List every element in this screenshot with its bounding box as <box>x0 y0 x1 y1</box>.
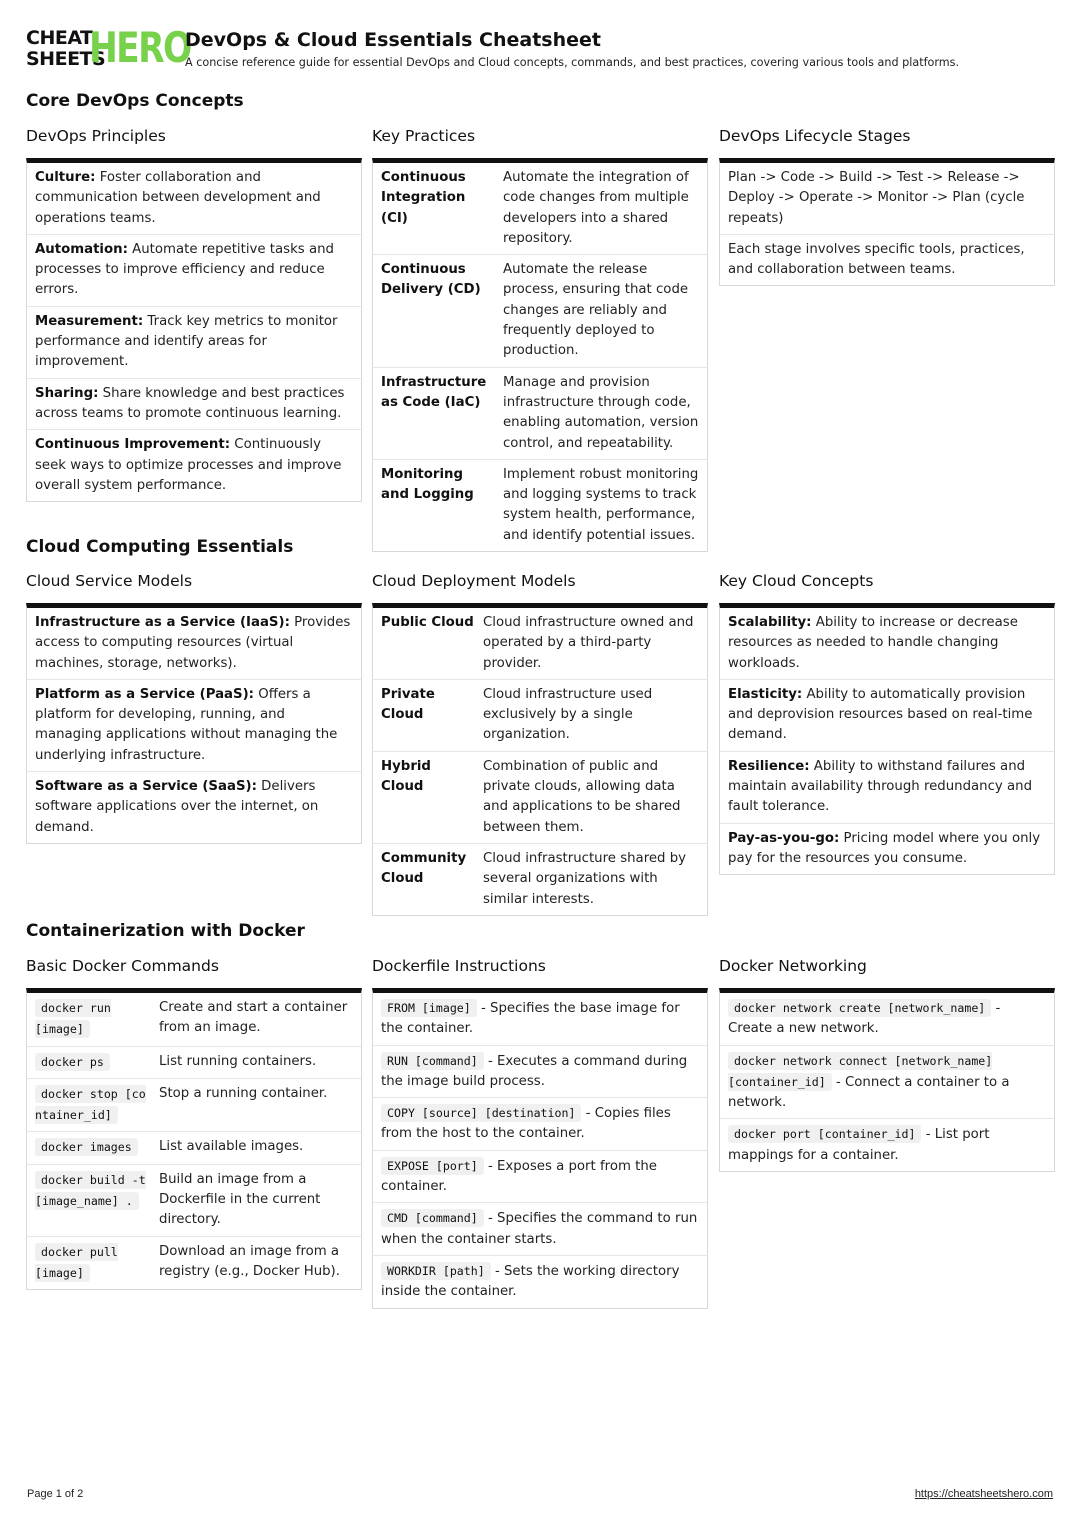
row-value: Implement robust monitoring and logging systems to track system health, performance, and identify potential issues. <box>503 466 699 543</box>
row-value: Manage and provision infrastructure through code, enabling automation, version control, and repeatability. <box>503 374 699 451</box>
column-title: Dockerfile Instructions <box>372 957 546 975</box>
card <box>719 603 1055 875</box>
row-key: Hybrid Cloud <box>381 758 431 795</box>
column-devops-principles <box>26 126 362 502</box>
section-title-docker: Containerization with Docker <box>26 921 305 941</box>
item-text: Pricing model where you only pay for the resources you consume. <box>728 830 1041 866</box>
instruction-code: COPY [source] [destination] <box>381 1104 581 1122</box>
item-text: - Executes a command during the image build process. <box>381 1053 688 1089</box>
row-value: List available images. <box>159 1139 304 1155</box>
item-term: Culture: <box>35 170 96 185</box>
item-text: Provides access to computing resources (virtual machines, storage, networks). <box>35 615 351 671</box>
footer-link[interactable]: https://cheatsheetshero.com <box>914 1488 1053 1500</box>
page-header <box>26 23 1056 74</box>
item-text: - Exposes a port from the container. <box>381 1158 657 1195</box>
card <box>372 988 708 1309</box>
item-text: Continuously seek ways to optimize processes and improve overall system performance. <box>35 437 342 493</box>
row-value: Create and start a container from an image. <box>159 1000 348 1036</box>
table-row <box>373 844 707 915</box>
page-title: DevOps & Cloud Essentials Cheatsheet <box>185 29 601 51</box>
row-value: Download an image from a registry (e.g., Docker Hub). <box>159 1243 340 1279</box>
command-code: docker stop [container_id] <box>35 1086 146 1123</box>
row-command <box>35 1170 159 1231</box>
table-row <box>373 680 707 752</box>
table-row <box>373 608 707 680</box>
list-item <box>720 680 1054 752</box>
list-item <box>27 379 361 431</box>
row-value: Cloud infrastructure owned and operated by a third-party provider. <box>483 615 694 671</box>
section-title-core-devops: Core DevOps Concepts <box>26 91 244 111</box>
table-row <box>373 752 707 844</box>
column-docker-networking <box>719 956 1055 1172</box>
row-value: Automate the integration of code changes from multiple developers into a shared repository. <box>503 170 689 246</box>
table-row <box>27 1237 361 1290</box>
column-dockerfile-instructions <box>372 956 708 1309</box>
item-text: - Sets the working directory inside the container. <box>381 1263 680 1300</box>
row-value: Build an image from a Dockerfile in the current directory. <box>159 1171 321 1228</box>
table-row <box>27 1132 361 1164</box>
list-item <box>373 1046 707 1099</box>
item-text: - Specifies the base image for the container. <box>381 1001 680 1037</box>
instruction-code: WORKDIR [path] <box>381 1262 491 1280</box>
list-item: Plan -> Code -> Build -> Test -> Release -> Deploy -> Operate -> Monitor -> Plan (cycle repeats) <box>720 163 1054 235</box>
row-value: Automate the release process, ensuring that code changes are reliably and frequently deployed to production. <box>503 262 689 359</box>
card <box>372 603 708 916</box>
item-term: Scalability: <box>728 615 812 630</box>
table-row <box>27 1047 361 1079</box>
logo-word-cheat: CHEAT <box>26 27 93 49</box>
list-item <box>720 608 1054 680</box>
command-code: docker port [container_id] <box>728 1125 921 1143</box>
row-key: Continuous Delivery (CD) <box>381 262 481 298</box>
row-key: Monitoring and Logging <box>381 466 474 503</box>
item-text: Foster collaboration and communication between development and operations teams. <box>35 170 321 226</box>
column-title: Cloud Service Models <box>26 572 193 590</box>
command-code: docker ps <box>35 1053 110 1071</box>
list-item <box>373 1256 707 1308</box>
column-title: Cloud Deployment Models <box>372 572 576 590</box>
column-title: DevOps Principles <box>26 127 166 145</box>
item-term: Elasticity: <box>728 686 803 702</box>
list-item <box>373 1151 707 1204</box>
command-code: docker build -t [image_name] . <box>35 1172 146 1209</box>
list-item <box>27 608 361 680</box>
list-item <box>720 752 1054 824</box>
item-term: Continuous Improvement: <box>35 437 231 453</box>
command-code: docker network create [network_name] <box>728 999 991 1017</box>
column-title: Basic Docker Commands <box>26 957 219 975</box>
instruction-code: FROM [image] <box>381 999 477 1017</box>
logo-word-hero: HERO <box>89 23 191 72</box>
command-code: docker pull [image] <box>35 1244 118 1280</box>
row-value: Cloud infrastructure used exclusively by a single organization. <box>483 686 653 743</box>
item-term: Platform as a Service (PaaS): <box>35 686 255 702</box>
command-code: docker network connect [network_name] [container_id] <box>728 1053 993 1089</box>
row-command <box>35 1052 159 1073</box>
section-title-cloud-computing: Cloud Computing Essentials <box>26 537 294 557</box>
list-item <box>720 1046 1054 1120</box>
page-subtitle: A concise reference guide for essential DevOps and Cloud concepts, commands, and best practices, covering various tools and platforms. <box>185 56 960 69</box>
item-term: Software as a Service (SaaS): <box>35 779 257 795</box>
table-row <box>373 163 707 255</box>
item-text: - Create a new network. <box>728 1001 1001 1037</box>
item-text: Offers a platform for developing, running, and managing applications without managing the underlying infrastructure. <box>35 686 338 763</box>
column-title: Docker Networking <box>719 957 867 975</box>
item-text: Delivers software applications over the internet, on demand. <box>35 779 319 835</box>
item-text: Ability to increase or decrease resources as needed to handle changing workloads. <box>728 615 1018 671</box>
card <box>719 988 1055 1172</box>
list-item <box>27 680 361 772</box>
item-term: Sharing: <box>35 385 99 401</box>
list-item <box>720 1119 1054 1171</box>
row-key: Continuous Integration (CI) <box>381 170 466 226</box>
list-item <box>720 824 1054 875</box>
card <box>372 158 708 552</box>
column-devops-lifecycle <box>719 126 1055 286</box>
row-value: Stop a running container. <box>159 1085 328 1101</box>
list-item: Each stage involves specific tools, practices, and collaboration between teams. <box>728 241 1025 278</box>
item-term: Automation: <box>35 241 128 257</box>
row-key: Infrastructure as Code (IaC) <box>381 374 487 410</box>
command-code: docker run [image] <box>35 1001 111 1037</box>
row-command <box>35 998 159 1041</box>
list-item <box>373 1203 707 1256</box>
table-row <box>373 460 707 551</box>
list-item <box>720 993 1054 1046</box>
list-item <box>373 1098 707 1151</box>
list-item <box>27 235 361 307</box>
item-term: Pay-as-you-go: <box>728 830 840 846</box>
row-key: Private Cloud <box>381 686 435 723</box>
column-basic-docker-commands <box>26 956 362 1290</box>
item-text: - List port mappings for a container. <box>728 1127 990 1163</box>
column-title: DevOps Lifecycle Stages <box>719 127 911 145</box>
item-text: Share knowledge and best practices across teams to promote continuous learning. <box>35 385 345 421</box>
list-item <box>373 993 707 1046</box>
table-row <box>373 255 707 367</box>
instruction-code: CMD [command] <box>381 1209 484 1227</box>
logo-word-sheets: SHEETS <box>26 48 106 70</box>
item-term: Resilience: <box>728 758 810 774</box>
item-text: Track key metrics to monitor performance and identify areas for improvement. <box>35 313 338 370</box>
instruction-code: RUN [command] <box>381 1052 484 1070</box>
item-text: Automate repetitive tasks and processes to improve efficiency and reduce errors. <box>35 241 334 298</box>
row-command <box>35 1242 159 1285</box>
item-text: Ability to withstand failures and maintain availability through redundancy and fault tolerance. <box>728 758 1033 815</box>
column-cloud-deployment-models <box>372 571 708 916</box>
item-term: Measurement: <box>35 313 144 329</box>
table-row <box>27 993 361 1047</box>
row-key: Public Cloud <box>381 615 474 630</box>
table-row <box>27 1165 361 1237</box>
card <box>26 603 362 844</box>
command-code: docker images <box>35 1138 138 1156</box>
card <box>26 158 362 502</box>
list-item <box>27 163 361 235</box>
item-term: Infrastructure as a Service (IaaS): <box>35 615 290 630</box>
cheatsheetshero-logo[interactable] <box>26 23 191 72</box>
column-title: Key Cloud Concepts <box>719 572 874 590</box>
instruction-code: EXPOSE [port] <box>381 1157 484 1175</box>
row-value: List running containers. <box>159 1053 317 1069</box>
row-command <box>35 1084 159 1127</box>
column-key-cloud-concepts <box>719 571 1055 875</box>
row-value: Cloud infrastructure shared by several organizations with similar interests. <box>483 850 687 907</box>
card <box>26 988 362 1290</box>
page-number: Page 1 of 2 <box>27 1488 84 1500</box>
list-item <box>27 772 361 843</box>
item-text: - Connect a container to a network. <box>728 1074 1010 1111</box>
column-title: Key Practices <box>372 127 476 145</box>
row-command <box>35 1137 159 1158</box>
list-item <box>27 430 361 501</box>
row-key: Community Cloud <box>381 850 467 887</box>
item-text: - Copies files from the host to the container. <box>381 1106 671 1142</box>
list-item <box>27 307 361 379</box>
column-key-practices <box>372 126 708 552</box>
item-text: - Specifies the command to run when the container starts. <box>381 1211 698 1247</box>
item-text: Ability to automatically provision and deprovision resources based on real-time demand. <box>728 686 1033 743</box>
card <box>719 158 1055 286</box>
table-row <box>373 368 707 460</box>
column-cloud-service-models <box>26 571 362 844</box>
table-row <box>27 1079 361 1133</box>
row-value: Combination of public and private clouds, allowing data and applications to be shared between them. <box>483 758 681 835</box>
